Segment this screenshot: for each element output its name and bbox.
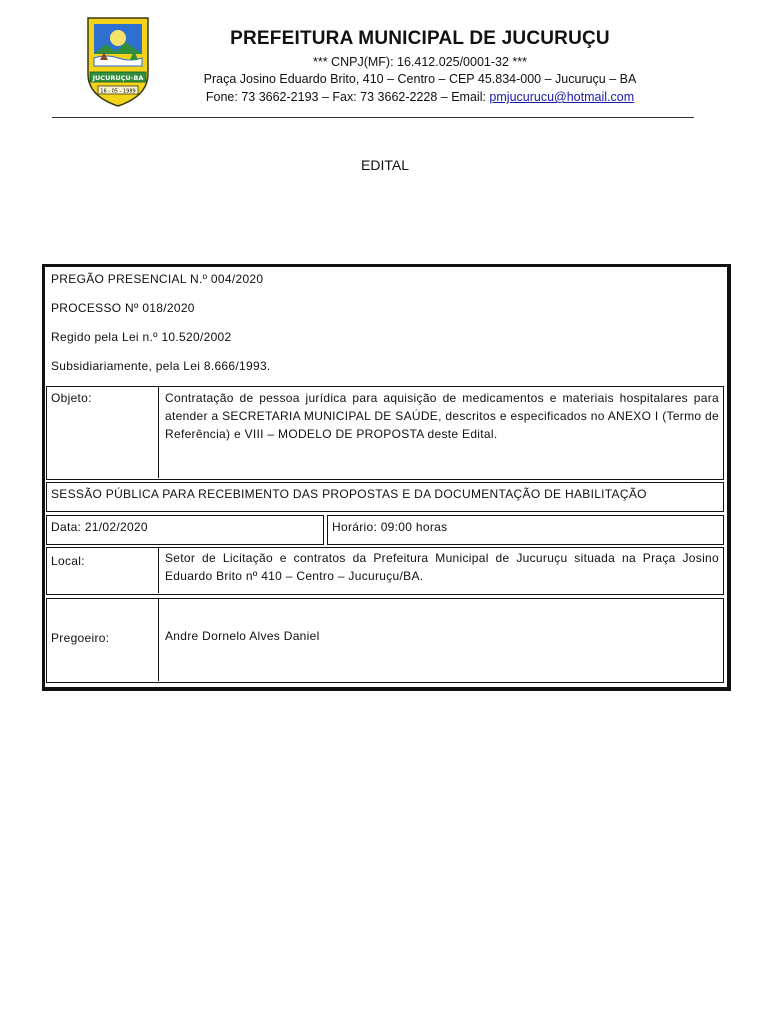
- document-title: EDITAL: [361, 157, 409, 173]
- data-text: Data: 21/02/2020: [51, 520, 148, 534]
- header-contact-text: Fone: 73 3662-2193 – Fax: 73 3662-2228 – Email:: [205, 90, 490, 104]
- municipal-crest-icon: [80, 14, 156, 112]
- local-text: Setor de Licitação e contratos da Prefeitura Municipal de Jucuruçu situada na Praça Josino Eduardo Brito nº 410 – Centro – Jucuruçu/BA.: [165, 551, 719, 583]
- crest-date-text: 16 - 05 - 1989: [100, 88, 136, 95]
- objeto-text: Contratação de pessoa jurídica para aquisição de medicamentos e materiais hospitalares para atender a SECRETARIA MUNICIPAL DE SAÚDE, descritos e especificados no ANEXO I (Termo de Referência) e VIII – MODELO DE PROPOSTA deste Edital.: [165, 391, 719, 441]
- pregoeiro-name: Andre Dornelo Alves Daniel: [165, 629, 320, 643]
- pregoeiro-label: Pregoeiro:: [51, 631, 110, 645]
- edital-info-frame: [42, 264, 731, 691]
- objeto-label: Objeto:: [51, 391, 92, 405]
- local-label: Local:: [51, 554, 85, 568]
- processo-number: PROCESSO Nº 018/2020: [51, 301, 195, 315]
- header-cnpj: *** CNPJ(MF): 16.412.025/0001-32 ***: [312, 55, 527, 69]
- header-divider: [52, 117, 694, 118]
- header-title: PREFEITURA MUNICIPAL DE JUCURUÇU: [230, 28, 610, 49]
- sessao-text: SESSÃO PÚBLICA PARA RECEBIMENTO DAS PROPOSTAS E DA DOCUMENTAÇÃO DE HABILITAÇÃO: [51, 487, 647, 501]
- horario-text: Horário: 09:00 horas: [332, 520, 448, 534]
- header-address: Praça Josino Eduardo Brito, 410 – Centro – CEP 45.834-000 – Jucuruçu – BA: [203, 72, 637, 86]
- regido-lei: Regido pela Lei n.º 10.520/2002: [51, 330, 232, 344]
- pregao-number: PREGÃO PRESENCIAL N.º 004/2020: [51, 272, 264, 286]
- pregoeiro-row: [46, 598, 724, 683]
- crest-band-text: JUCURUÇU-BA: [92, 74, 144, 82]
- header-contact: [170, 90, 670, 104]
- email-link[interactable]: pmjucurucu@hotmail.com: [489, 90, 635, 104]
- subsidiariamente-lei: Subsidiariamente, pela Lei 8.666/1993.: [51, 359, 271, 373]
